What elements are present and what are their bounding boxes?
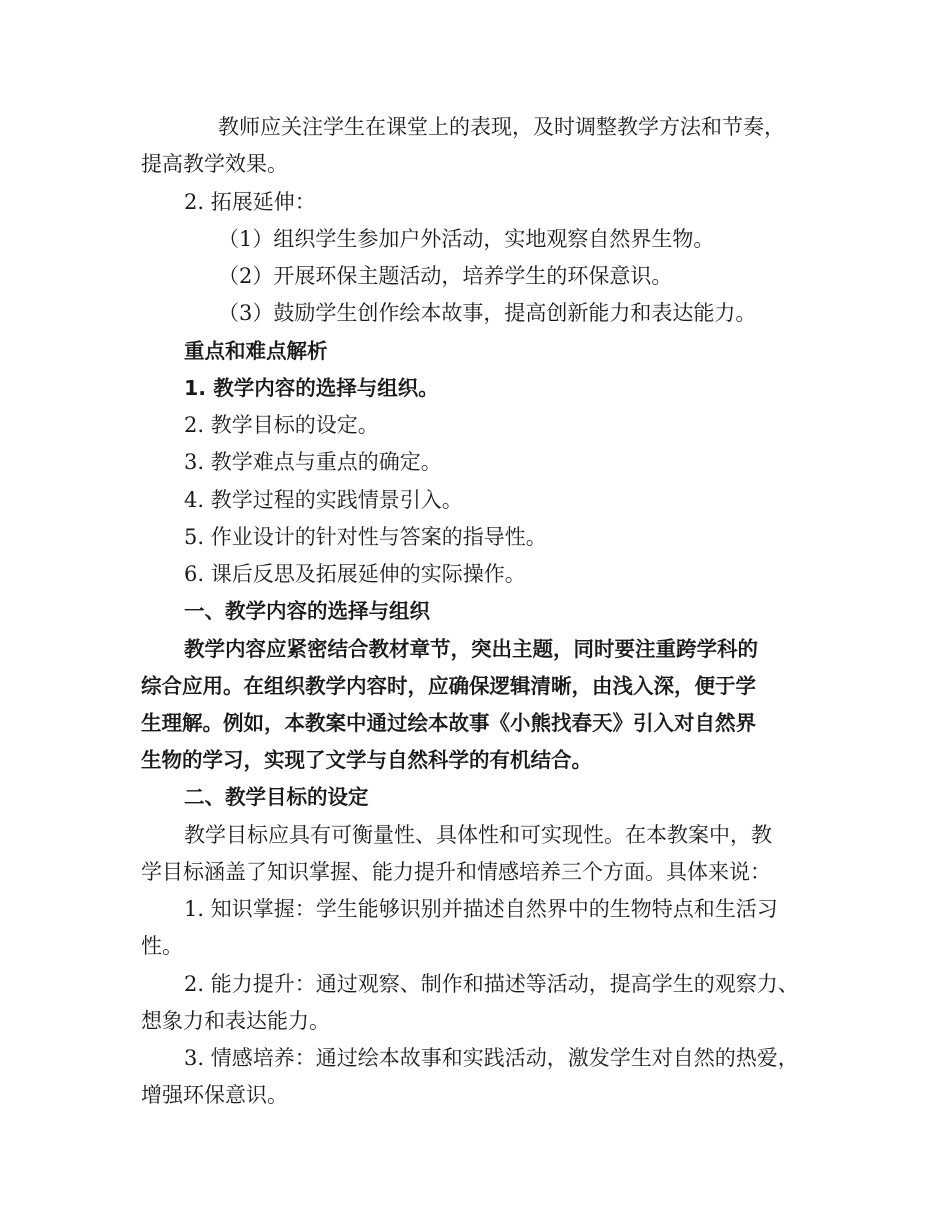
section-heading: 重点和难点解析 [184, 339, 328, 363]
list-item: 5. 作业设计的针对性与答案的指导性。 [184, 525, 547, 549]
list-item: 4. 教学过程的实践情景引入。 [184, 488, 463, 512]
list-item: 6. 课后反思及拓展延伸的实际操作。 [184, 562, 526, 586]
paragraph-line: 生物的学习，实现了文学与自然科学的有机结合。 [141, 748, 592, 772]
list-item: 3. 教学难点与重点的确定。 [184, 450, 442, 474]
paragraph-line: 生理解。例如，本教案中通过绘本故事《小熊找春天》引入对自然界 [141, 711, 756, 735]
sub-list-item: （3）鼓励学生创作绘本故事，提高创新能力和表达能力。 [218, 301, 757, 325]
list-item: 1. 知识掌握：学生能够识别并描述自然界中的生物特点和生活习 [184, 897, 778, 921]
sub-list-item: （1）组织学生参加户外活动，实地观察自然界生物。 [218, 227, 715, 251]
section-heading: 二、教学目标的设定 [184, 785, 369, 809]
list-item: 2. 拓展延伸： [184, 190, 316, 214]
paragraph-line: 增强环保意识。 [141, 1083, 288, 1107]
paragraph-line: 教师应关注学生在课堂上的表现，及时调整教学方法和节奏， [218, 115, 785, 139]
paragraph-line: 提高教学效果。 [141, 152, 288, 176]
list-item: 2. 能力提升：通过观察、制作和描述等活动，提高学生的观察力、 [184, 972, 799, 996]
paragraph-line: 想象力和表达能力。 [141, 1009, 330, 1033]
paragraph-line: 教学内容应紧密结合教材章节，突出主题，同时要注重跨学科的 [184, 637, 758, 661]
section-heading: 一、教学内容的选择与组织 [184, 599, 430, 623]
paragraph-line: 教学目标应具有可衡量性、具体性和可实现性。在本教案中，教 [184, 823, 772, 847]
sub-list-item: （2）开展环保主题活动，培养学生的环保意识。 [218, 264, 673, 288]
paragraph-line: 性。 [141, 934, 183, 958]
paragraph-line: 综合应用。在组织教学内容时，应确保逻辑清晰，由浅入深，便于学 [141, 674, 756, 698]
list-item: 3. 情感培养：通过绘本故事和实践活动，激发学生对自然的热爱， [184, 1046, 799, 1070]
list-item: 2. 教学目标的设定。 [184, 413, 379, 437]
paragraph-line: 学目标涵盖了知识掌握、能力提升和情感培养三个方面。具体来说： [141, 860, 771, 884]
list-item: 1. 教学内容的选择与组织。 [184, 376, 439, 400]
